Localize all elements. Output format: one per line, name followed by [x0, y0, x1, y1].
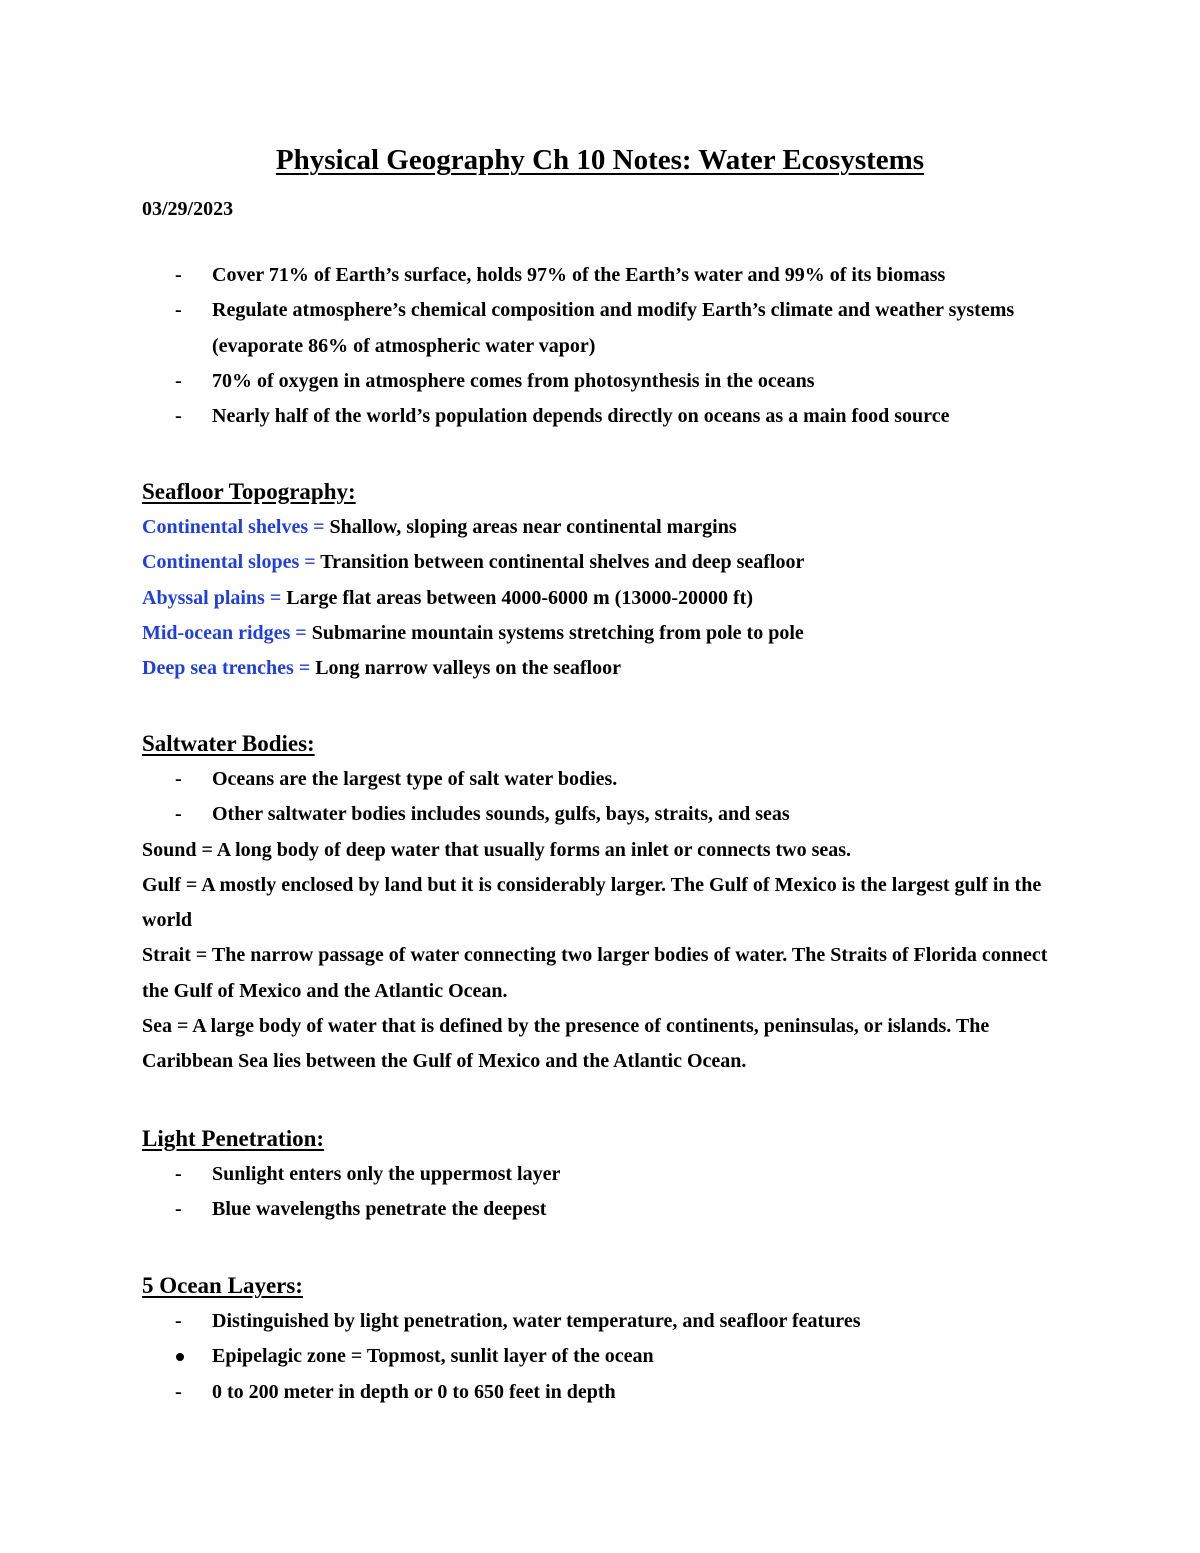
page-title: Physical Geography Ch 10 Notes: Water Ecosystems [275, 144, 925, 176]
definition-paragraph: Sea = A large body of water that is defined by the presence of continents, peninsulas, or islands. The Caribbean Sea lies between the Gulf of Mexico and the Atlantic Ocean. [142, 1015, 990, 1073]
section-heading: Seafloor Topography: [142, 479, 356, 504]
term-definition [142, 651, 1062, 686]
definition: Long narrow valleys on the seafloor [310, 657, 621, 680]
term-definition [142, 616, 1062, 651]
list-item [142, 1157, 1062, 1192]
definition-paragraph: Strait = The narrow passage of water connecting two larger bodies of water. The Straits of Florida connect the Gulf of Mexico and the Atlantic Ocean. [142, 944, 1048, 1002]
bullet-text: 0 to 200 meter in depth or 0 to 650 feet in depth [212, 1380, 616, 1403]
section-heading: Light Penetration: [142, 1126, 325, 1151]
term: Deep sea trenches = [142, 657, 311, 680]
term-definition [142, 510, 1062, 545]
layers-section [142, 1268, 1062, 1410]
bullet-text: Epipelagic zone = Topmost, sunlit layer of the ocean [212, 1345, 654, 1368]
intro-section [142, 258, 1062, 434]
term-definition [142, 581, 1062, 616]
dash-marker: - [175, 1163, 182, 1185]
list-item [142, 797, 1062, 832]
list-item [142, 1375, 1062, 1410]
section-heading: 5 Ocean Layers: [142, 1273, 303, 1298]
bullet-text: Distinguished by light penetration, water temperature, and seafloor features [212, 1310, 861, 1332]
bullet-text: Oceans are the largest type of salt water bodies. [212, 768, 618, 790]
bullet-text: Nearly half of the world’s population depends directly on oceans as a main food source [212, 405, 950, 428]
dash-marker: - [175, 1310, 182, 1332]
date: 03/29/2023 [142, 198, 234, 220]
list-item [142, 258, 1062, 293]
term: Mid-ocean ridges = [142, 621, 307, 644]
definition-paragraph: Sound = A long body of deep water that usually forms an inlet or connects two seas. [142, 838, 852, 861]
dash-marker: - [175, 803, 182, 826]
dash-marker: - [175, 768, 182, 790]
section-heading: Saltwater Bodies: [142, 731, 315, 756]
term: Continental shelves = [142, 516, 325, 538]
bullet-text: Cover 71% of Earth’s surface, holds 97% of the Earth’s water and 99% of its biomass [212, 264, 946, 286]
definition: Submarine mountain systems stretching from pole to pole [306, 621, 804, 644]
list-item [142, 1304, 1062, 1339]
bullet-text: Blue wavelengths penetrate the deepest [212, 1198, 547, 1221]
list-item [142, 1192, 1062, 1227]
term-definition [142, 545, 1062, 580]
term: Continental slopes = [142, 551, 316, 574]
definition-paragraph: Gulf = A mostly enclosed by land but it is considerably larger. The Gulf of Mexico is the largest gulf in the world [142, 873, 1042, 932]
round-bullet-icon [176, 1353, 184, 1361]
bullet-text: Sunlight enters only the uppermost layer [212, 1163, 561, 1185]
saltwater-section [142, 726, 1062, 1080]
bullet-text: 70% of oxygen in atmosphere comes from photosynthesis in the oceans [212, 369, 815, 392]
bullet-text: Other saltwater bodies includes sounds, gulfs, bays, straits, and seas [212, 803, 790, 826]
dash-marker: - [175, 405, 182, 428]
definition: Large flat areas between 4000-6000 m (13000-20000 ft) [281, 586, 753, 609]
list-item [142, 1339, 1062, 1374]
list-item [142, 293, 1062, 364]
definition: Shallow, sloping areas near continental margins [324, 516, 737, 538]
dash-marker: - [175, 299, 182, 322]
definition: Transition between continental shelves and deep seafloor [315, 551, 805, 574]
bullet-text: Regulate atmosphere’s chemical composition and modify Earth’s climate and weather systems (evaporate 86% of atmospheric water vapor) [212, 299, 1015, 357]
dash-marker: - [175, 1198, 182, 1221]
light-section [142, 1121, 1062, 1228]
seafloor-section [142, 474, 1062, 686]
list-item [142, 364, 1062, 399]
dash-marker: - [175, 264, 182, 286]
dash-marker: - [175, 1380, 182, 1403]
list-item [142, 399, 1062, 434]
term: Abyssal plains = [142, 586, 282, 609]
list-item [142, 762, 1062, 797]
dash-marker: - [175, 369, 182, 392]
